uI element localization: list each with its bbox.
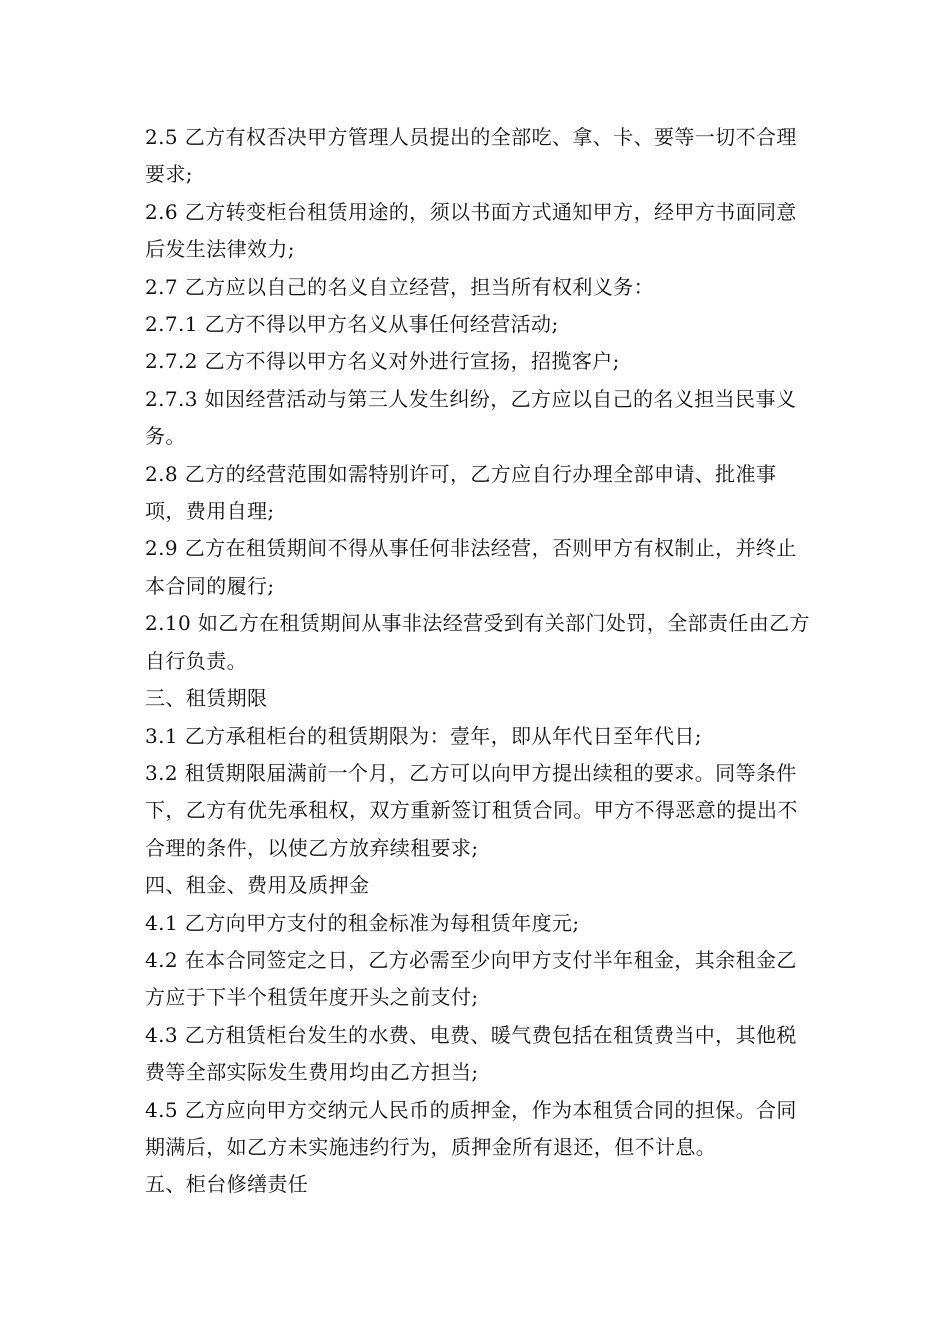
clause-2-8: 2.8 乙方的经营范围如需特别许可，乙方应自行办理全部申请、批准事项，费用自理; xyxy=(145,461,777,524)
clause-2-9: 2.9 乙方在租赁期间不得从事任何非法经营，否则甲方有权制止，并终止本合同的履行; xyxy=(145,536,797,598)
document-body xyxy=(145,119,815,1204)
clause-2-5: 2.5 乙方有权否决甲方管理人员提出的全部吃、拿、卡、要等一切不合理要求; xyxy=(145,125,797,187)
section-heading-lease-term: 三、租赁期限 xyxy=(145,686,268,711)
clause-2-7-1: 2.7.1 乙方不得以甲方名义从事任何经营活动; xyxy=(145,312,559,337)
clause-4-3: 4.3 乙方租赁柜台发生的水费、电费、暖气费包括在租赁费当中，其他税费等全部实际发生费用均由乙方担当; xyxy=(145,1022,797,1085)
clause-4-1: 4.1 乙方向甲方支付的租金标准为每租赁年度元; xyxy=(145,910,580,935)
clause-2-7-2: 2.7.2 乙方不得以甲方名义对外进行宣扬，招揽客户; xyxy=(145,349,620,374)
section-heading-rent-fees-deposit: 四、租金、费用及质押金 xyxy=(145,873,370,898)
clause-2-6: 2.6 乙方转变柜台租赁用途的，须以书面方式通知甲方，经甲方书面同意后发生法律效力; xyxy=(145,199,797,262)
clause-4-5: 4.5 乙方应向甲方交纳元人民币的质押金，作为本租赁合同的担保。合同期满后，如乙方未实施违约行为，质押金所有退还，但不计息。 xyxy=(145,1097,797,1159)
clause-4-2: 4.2 在本合同签定之日，乙方必需至少向甲方支付半年租金，其余租金乙方应于下半个租赁年度开头之前支付; xyxy=(145,947,797,1010)
clause-2-7: 2.7 乙方应以自己的名义自立经营，担当所有权利义务： xyxy=(145,274,654,299)
clause-2-7-3: 2.7.3 如因经营活动与第三人发生纠纷，乙方应以自己的名义担当民事义务。 xyxy=(145,386,797,449)
section-heading-counter-repair: 五、柜台修缮责任 xyxy=(145,1172,309,1197)
clause-2-10: 2.10 如乙方在租赁期间从事非法经营受到有关部门处罚，全部责任由乙方自行负责。 xyxy=(145,611,810,673)
clause-3-1: 3.1 乙方承租柜台的租赁期限为：壹年，即从年代日至年代日; xyxy=(145,723,702,748)
clause-3-2: 3.2 租赁期限届满前一个月，乙方可以向甲方提出续租的要求。同等条件下，乙方有优先承租权，双方重新签订租赁合同。甲方不得恶意的提出不合理的条件，以使乙方放弃续租要求; xyxy=(145,760,798,860)
